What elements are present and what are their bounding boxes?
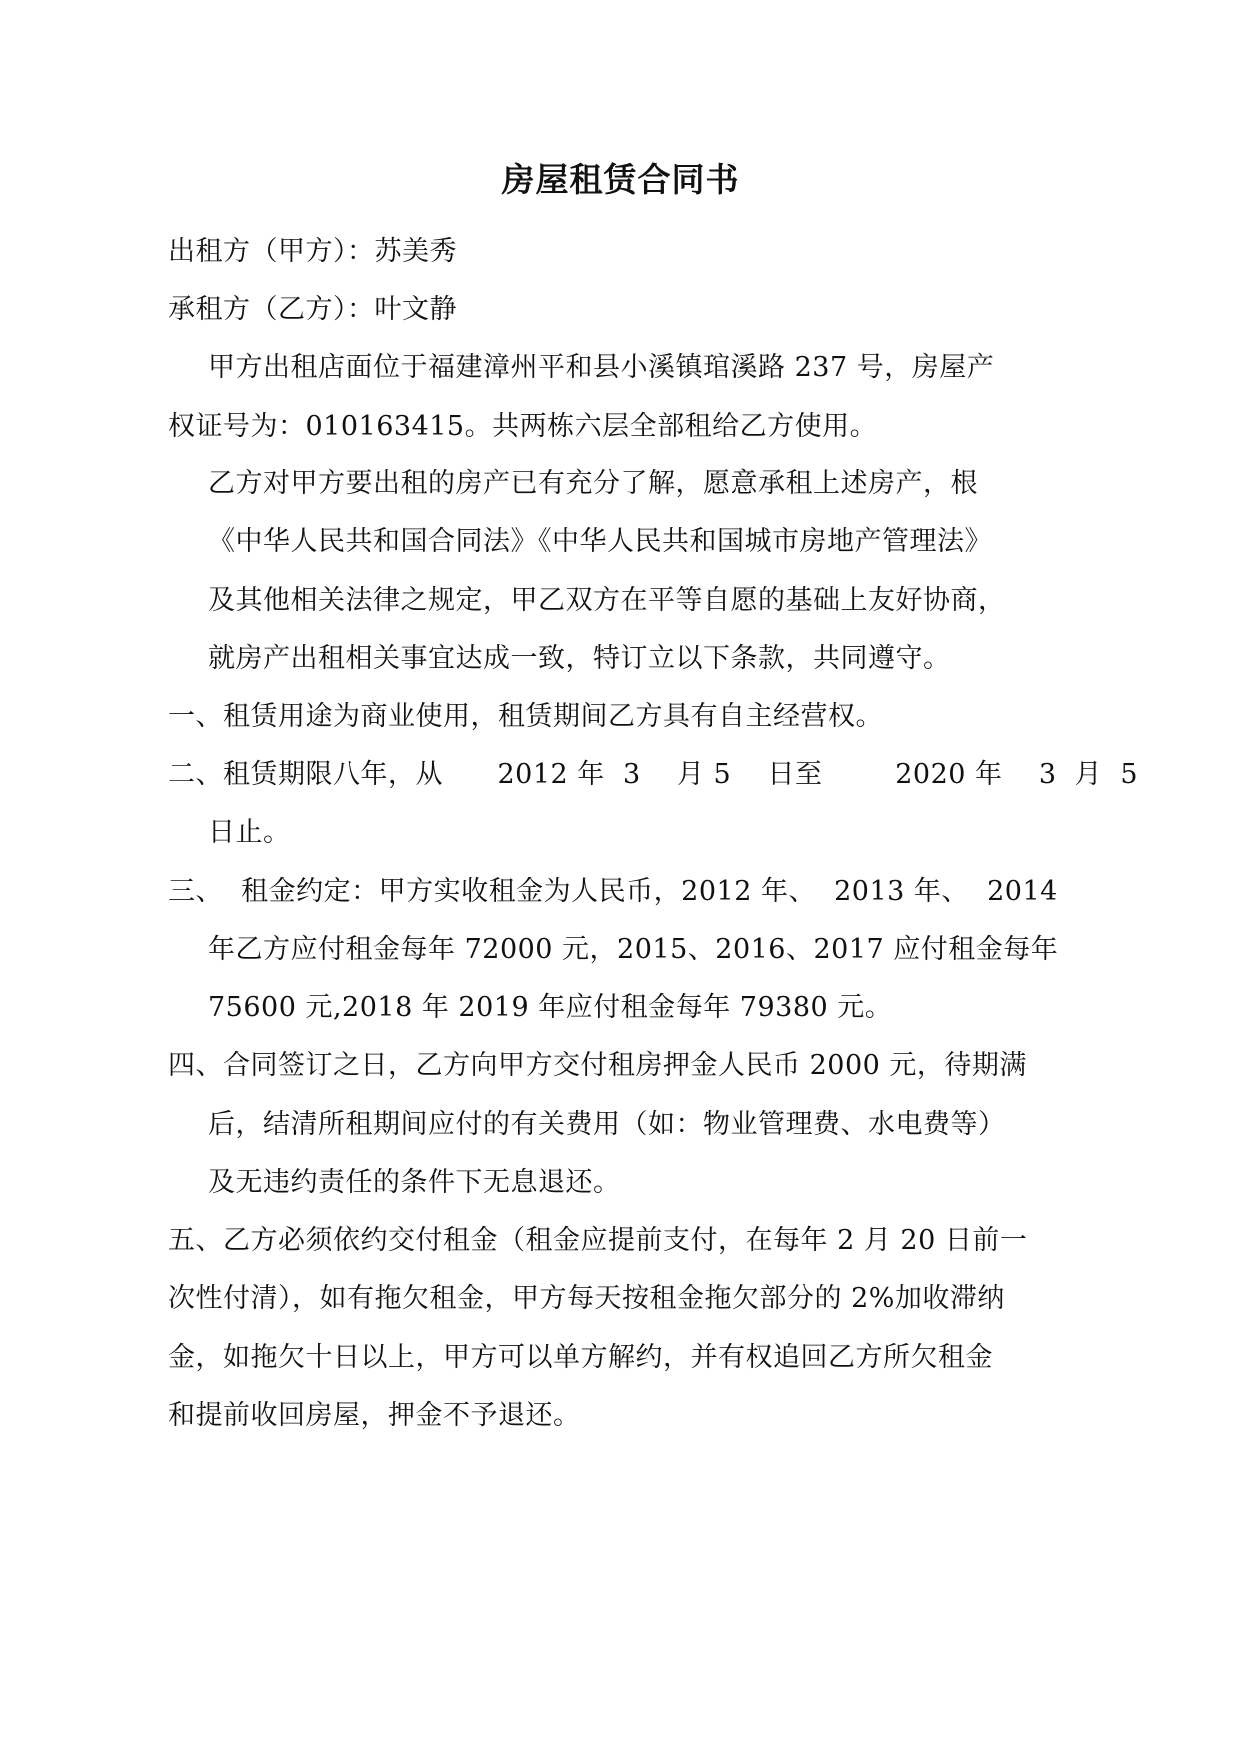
clause-2-line-2: 日止。: [208, 817, 291, 848]
clause-4-line-3: 及无违约责任的条件下无息退还。: [208, 1167, 621, 1198]
clause-5-line-4: 和提前收回房屋，押金不予退还。: [168, 1400, 581, 1431]
basis-line-1: 乙方对甲方要出租的房产已有充分了解，愿意承租上述房产，根: [208, 468, 978, 499]
basis-line-3: 及其他相关法律之规定，甲乙双方在平等自愿的基础上友好协商，: [208, 585, 1006, 616]
clause-4-line-2: 后，结清所租期间应付的有关费用（如：物业管理费、水电费等）: [208, 1109, 1006, 1140]
clause-1-line-1: 一、租赁用途为商业使用，租赁期间乙方具有自主经营权。: [168, 701, 883, 732]
lessor-line: 出租方（甲方）：苏美秀: [168, 236, 457, 267]
basis-line-2: 《中华人民共和国合同法》《中华人民共和国城市房地产管理法》: [208, 526, 992, 557]
intro-line-2: 权证号为：010163415。共两栋六层全部租给乙方使用。: [168, 411, 878, 442]
document-title: 房屋租赁合同书: [501, 160, 740, 199]
clause-3-line-3: 75600 元,2018 年 2019 年应付租金每年 79380 元。: [208, 992, 893, 1023]
clause-5-line-1: 五、乙方必须依约交付租金（租金应提前支付，在每年 2 月 20 日前一: [168, 1225, 1028, 1256]
intro-line-1: 甲方出租店面位于福建漳州平和县小溪镇琯溪路 237 号，房屋产: [208, 352, 995, 383]
clause-5-line-3: 金，如拖欠十日以上，甲方可以单方解约，并有权追回乙方所欠租金: [168, 1342, 993, 1373]
basis-line-4: 就房产出租相关事宜达成一致，特订立以下条款，共同遵守。: [208, 643, 951, 674]
clause-5-line-2: 次性付清），如有拖欠租金，甲方每天按租金拖欠部分的 2%加收滞纳: [168, 1283, 1005, 1314]
clause-4-line-1: 四、合同签订之日，乙方向甲方交付租房押金人民币 2000 元，待期满: [168, 1050, 1027, 1081]
lessee-line: 承租方（乙方）：叶文静: [168, 294, 457, 325]
clause-2-line-1: 二、租赁期限八年，从 2012 年 3 月 5 日至 2020 年 3 月 5: [168, 759, 1139, 790]
clause-3-line-2: 年乙方应付租金每年 72000 元，2015、2016、2017 应付租金每年: [208, 934, 1059, 965]
clause-3-line-1: 三、 租金约定：甲方实收租金为人民币，2012 年、 2013 年、 2014: [168, 876, 1058, 907]
